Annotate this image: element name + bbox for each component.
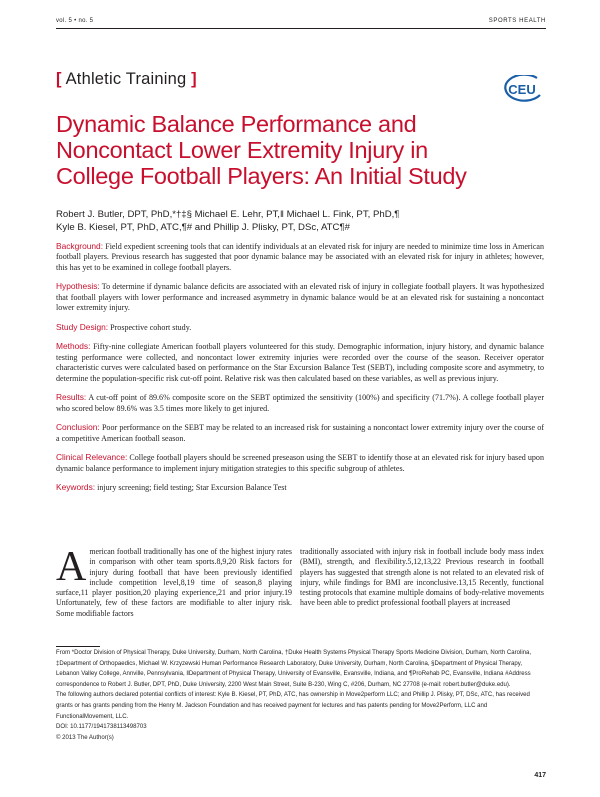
ceu-badge-text: CEU	[508, 82, 536, 97]
abstract-conclusion	[56, 422, 544, 444]
abstract-background	[56, 241, 544, 273]
abstract-text: To determine if dynamic balance deficits are associated with an elevated risk of injury in collegiate football players. It was hypothesized that football players with lower performance and increased asymmetry in dynamic balance would be at an elevated risk for sustaining a noncontact lower extremity injury.	[56, 282, 544, 313]
abstract-study-design	[56, 322, 544, 333]
body-column-right: traditionally associated with injury risk in football include body mass index (BMI), strength, and flexibility.5,12,13,22 Previous research in football players has suggested that strength alone is not related to an elevated risk of injury, while findings for BMI are inconclusive.13,15 Recently, functional testing protocols that examine multiple domains of body-relative movements have been able to predict professional football players at increased	[300, 547, 544, 608]
ceu-badge-icon	[501, 75, 543, 103]
abstract-hypothesis	[56, 281, 544, 313]
footnote-copyright: © 2013 The Author(s)	[56, 734, 114, 741]
keywords-text: injury screening; field testing; Star Excursion Balance Test	[95, 483, 287, 493]
author-list	[56, 208, 546, 234]
abstract-label: Study Design:	[56, 321, 109, 332]
abstract-text: Prospective cohort study.	[108, 322, 192, 332]
footnote-affiliations: From *Doctor Division of Physical Therapy, Duke University, Durham, North Carolina, †Duke Health Systems Physical Therapy Sports Medicine Division, Durham, North Carolina, ‡Department of Orthopaedics, Michael W. Krzyzewski Human Performance Research Laboratory, Duke University, Durham, North Carolina, §Department of Physical Therapy, Lebanon Valley College, Annville, Pennsylvania, ‖Department of Physical Therapy, University of Evansville, Evansville, Indiana, and ¶ProRehab PC, Evansville, Indiana #Address correspondence to Robert J. Butler, DPT, PhD, Duke University, 2200 West Main Street, Suite B-230, Wing C, #206, Durham, NC 27708 (e-mail: robert.butler@duke.edu).	[56, 650, 532, 688]
keywords-label: Keywords:	[56, 482, 96, 493]
abstract-text: Poor performance on the SEBT may be related to an increased risk for sustaining a noncontact lower extremity injury over the course of a competitive American football season.	[56, 423, 544, 443]
author-line: Robert J. Butler, DPT, PhD,*†‡§ Michael E. Lehr, PT,‖ Michael L. Fink, PT, PhD,¶	[56, 209, 400, 220]
page-number: 417	[534, 772, 546, 779]
abstract-clinical-relevance	[56, 452, 544, 474]
section-label-text: Athletic Training	[65, 70, 187, 88]
title-line: Noncontact Lower Extremity Injury in	[56, 137, 428, 163]
abstract-text: A cut-off point of 89.6% composite score on the SEBT optimized the sensitivity (100%) and specificity (71.7%). A college football player who scored below 89.6% was 3.5 times more likely to get injured.	[56, 393, 544, 413]
title-line: Dynamic Balance Performance and	[56, 111, 417, 137]
abstract-text: College football players should be screened preseason using the SEBT to identify those at an elevated risk for injury based upon dynamic balance performance to implement injury mitigation strategies to this specific subgroup of athletes.	[56, 453, 544, 473]
section-bracket-open: [	[56, 70, 62, 88]
section-bracket-close: ]	[191, 70, 197, 88]
running-header-volume: vol. 5 • no. 5	[56, 18, 94, 24]
abstract-results	[56, 392, 544, 414]
abstract-label: Results:	[56, 392, 87, 403]
drop-cap: A	[56, 544, 87, 590]
running-header-journal: SPORTS HEALTH	[488, 18, 546, 24]
footnotes	[56, 648, 546, 743]
abstract	[56, 241, 544, 502]
body-column-left	[56, 544, 292, 619]
abstract-label: Hypothesis:	[56, 281, 100, 292]
abstract-label: Conclusion:	[56, 422, 100, 433]
abstract-methods	[56, 341, 544, 384]
footnote-rule	[56, 646, 100, 647]
abstract-label: Background:	[56, 241, 104, 251]
article-title	[56, 111, 546, 189]
abstract-text: Field expedient screening tools that can identify individuals at an elevated risk for injury are needed to minimize time loss in American football players. Previous research has suggested that poor dynamic balance may be associated with an elevated risk for injury in athletes; however, this has yet to be examined in college football players.	[56, 242, 544, 272]
title-line: College Football Players: An Initial Study	[56, 163, 467, 189]
footnote-doi: DOI: 10.1177/1941738113498703	[56, 724, 147, 731]
abstract-label: Methods:	[56, 341, 91, 352]
abstract-label: Clinical Relevance:	[56, 452, 128, 463]
header-rule	[56, 28, 546, 29]
body-text-left: merican football traditionally has one of the highest injury rates in comparison with other team sports.8,9,20 Risk factors for injury during football that have been previously identified include competition level,8,19 time of season,8 playing surface,11 player position,20 playing experience,21 and prior injury.19 Unfortunately, few of these factors are modifiable to alter injury risk. Some modifiable factors	[56, 547, 292, 618]
footnote-conflicts: The following authors declared potential conflicts of interest: Kyle B. Kiesel, PT, PhD, ATC, has ownership in Move2perform LLC; and Phillip J. Plisky, PT, DSc, ATC, has received grants or has grants pending from the Henry M. Jackson Foundation and has received payment for lectures and has patents pending for Move2Perform, LLC and FunctionalMovement, LLC.	[56, 692, 530, 720]
abstract-keywords	[56, 482, 544, 493]
section-label	[56, 70, 197, 89]
abstract-text: Fifty-nine collegiate American football players volunteered for this study. Demographic information, injury history, and dynamic balance testing performance were collected, and noncontact lower extremity injuries were recorded over the course of the season. Receiver operator characteristic curves were calculated based on performance on the Star Excursion Balance Test (SEBT), including composite score and asymmetry, to determine the population-specific risk cut-off point. Relative risk was then calculated based on these variables, as well as previous injury.	[56, 342, 544, 383]
author-line: Kyle B. Kiesel, PT, PhD, ATC,¶# and Phillip J. Plisky, PT, DSc, ATC¶#	[56, 222, 350, 233]
